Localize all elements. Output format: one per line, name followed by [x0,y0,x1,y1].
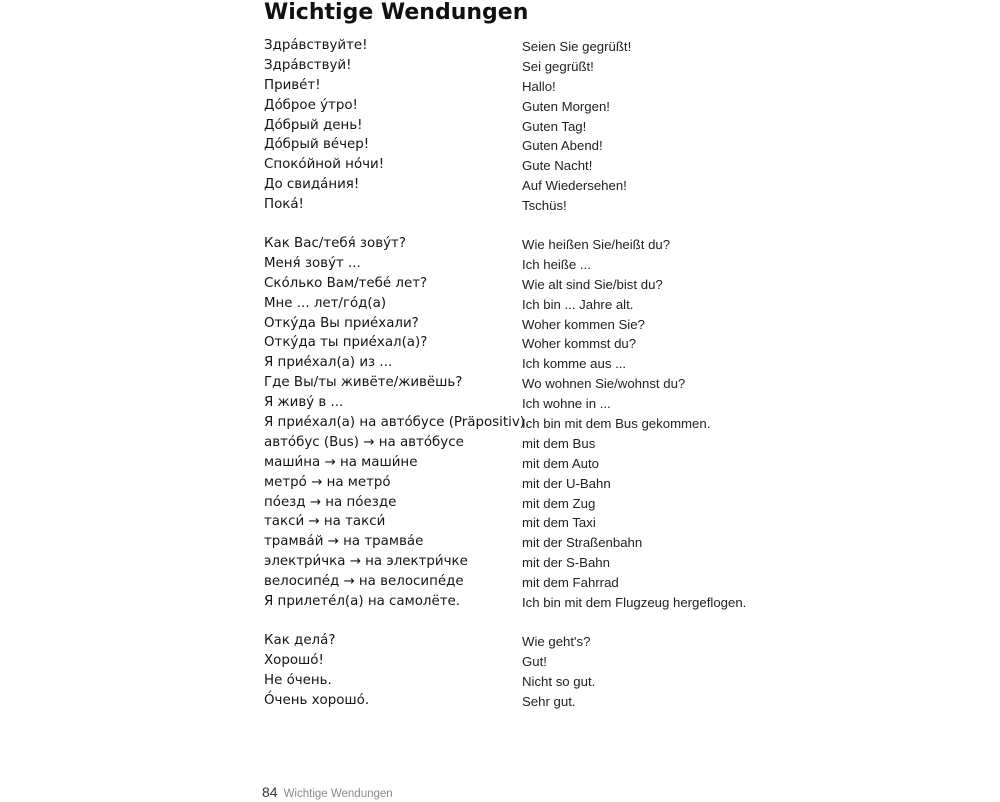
phrase-block [264,633,764,713]
phrase-row [264,653,764,673]
russian-phrase: Я прие́хал(а) на авто́бусе (Präpositiv). [264,415,530,431]
phrase-block [264,236,764,614]
phrase-row [264,137,764,157]
russian-phrase: такси́ → на такси́ [264,514,386,530]
phrase-row [264,375,764,395]
russian-phrase: До свида́ния! [264,177,360,193]
russian-phrase: До́брый день! [264,117,363,133]
russian-phrase: До́брый ве́чер! [264,137,370,153]
phrase-row [264,574,764,594]
german-translation: Nicht so gut. [522,673,596,689]
phrase-block [264,38,764,217]
phrase-row [264,495,764,515]
german-translation: Auf Wiedersehen! [522,178,627,194]
russian-phrase: Отку́да Вы прие́хали? [264,315,419,331]
page-footer [262,784,393,802]
phrase-row [264,276,764,296]
phrase-row [264,355,764,375]
german-translation: Ich bin mit dem Bus gekommen. [522,416,711,432]
phrase-row [264,78,764,98]
russian-phrase: Приве́т! [264,77,321,93]
german-translation: Sehr gut. [522,693,576,709]
german-translation: Guten Tag! [522,118,587,134]
phrase-row [264,236,764,256]
phrase-row [264,514,764,534]
russian-phrase: Пока́! [264,197,304,213]
running-title: Wichtige Wendungen [283,788,393,800]
russian-phrase: Я прилете́л(а) на самолёте. [264,594,460,610]
phrase-row [264,475,764,495]
russian-phrase: Меня́ зову́т ... [264,255,361,271]
russian-phrase: До́брое у́тро! [264,97,358,113]
russian-phrase: Где Вы/ты живёте/живёшь? [264,375,463,391]
phrase-row [264,633,764,653]
phrase-row [264,177,764,197]
phrase-row [264,118,764,138]
russian-phrase: электри́чка → на электри́чке [264,554,468,570]
russian-phrase: Мне ... лет/го́д(а) [264,295,387,311]
russian-phrase: по́езд → на по́езде [264,494,397,510]
german-translation: Wie geht's? [522,633,591,649]
german-translation: mit der Straßenbahn [522,535,643,551]
russian-phrase: Ско́лько Вам/тебе́ лет? [264,275,428,291]
russian-phrase: Хорошо́! [264,652,324,668]
german-translation: Seien Sie gegrüßt! [522,39,632,54]
page-number: 84 [262,784,278,800]
phrase-row [264,554,764,574]
phrase-row [264,435,764,455]
phrase-list [264,38,764,732]
phrase-row [264,296,764,316]
phrase-row [264,38,764,58]
german-translation: mit der U-Bahn [522,475,611,491]
russian-phrase: маши́на → на маши́не [264,454,418,470]
phrase-row [264,316,764,336]
phrase-row [264,673,764,693]
german-translation: Guten Morgen! [522,98,610,114]
russian-phrase: авто́бус (Bus) → на авто́бусе [264,434,464,450]
phrase-row [264,455,764,475]
german-translation: Hallo! [522,78,556,94]
russian-phrase: Споко́йной но́чи! [264,157,385,173]
russian-phrase: трамва́й → на трамва́е [264,534,424,550]
german-translation: Guten Abend! [522,138,603,154]
russian-phrase: О́чень хорошо́. [264,692,370,708]
russian-phrase: Отку́да ты прие́хал(а)? [264,335,428,351]
russian-phrase: Как Вас/тебя́ зову́т? [264,236,406,252]
german-translation: Woher kommen Sie? [522,316,645,332]
phrase-row [264,534,764,554]
german-translation: mit dem Auto [522,455,599,471]
russian-phrase: Я прие́хал(а) из ... [264,355,393,371]
russian-phrase: метро́ → на метро́ [264,474,391,490]
german-translation: Ich wohne in ... [522,396,611,412]
german-translation: Gute Nacht! [522,158,593,174]
german-translation: mit dem Fahrrad [522,575,619,591]
phrase-row [264,415,764,435]
phrase-row [264,693,764,713]
phrase-row [264,594,764,614]
german-translation: Wie heißen Sie/heißt du? [522,237,671,253]
phrase-row [264,157,764,177]
german-translation: Sei gegrüßt! [522,58,594,74]
russian-phrase: Я живу́ в ... [264,395,344,411]
phrase-row [264,335,764,355]
german-translation: mit dem Bus [522,435,596,451]
german-translation: Wie alt sind Sie/bist du? [522,276,663,292]
russian-phrase: Не о́чень. [264,672,332,688]
phrase-row [264,395,764,415]
phrase-row [264,197,764,217]
german-translation: Ich bin mit dem Flugzeug hergeflogen. [522,595,747,611]
russian-phrase: велосипе́д → на велосипе́де [264,574,464,590]
german-translation: Ich komme aus ... [522,356,627,372]
german-translation: Wo wohnen Sie/wohnst du? [522,376,686,392]
phrase-row [264,256,764,276]
german-translation: Gut! [522,653,547,669]
phrase-row [264,98,764,118]
german-translation: Woher kommst du? [522,336,637,352]
russian-phrase: Здра́вствуйте! [264,38,368,53]
russian-phrase: Здра́вствуй! [264,57,352,73]
german-translation: mit dem Zug [522,495,596,511]
german-translation: mit der S-Bahn [522,555,610,571]
russian-phrase: Как дела́? [264,632,336,648]
page-title: Wichtige Wendungen [264,0,529,25]
phrase-row [264,58,764,78]
german-translation: Tschüs! [522,198,567,214]
german-translation: Ich heiße ... [522,256,591,272]
german-translation: Ich bin ... Jahre alt. [522,296,634,312]
german-translation: mit dem Taxi [522,515,596,531]
